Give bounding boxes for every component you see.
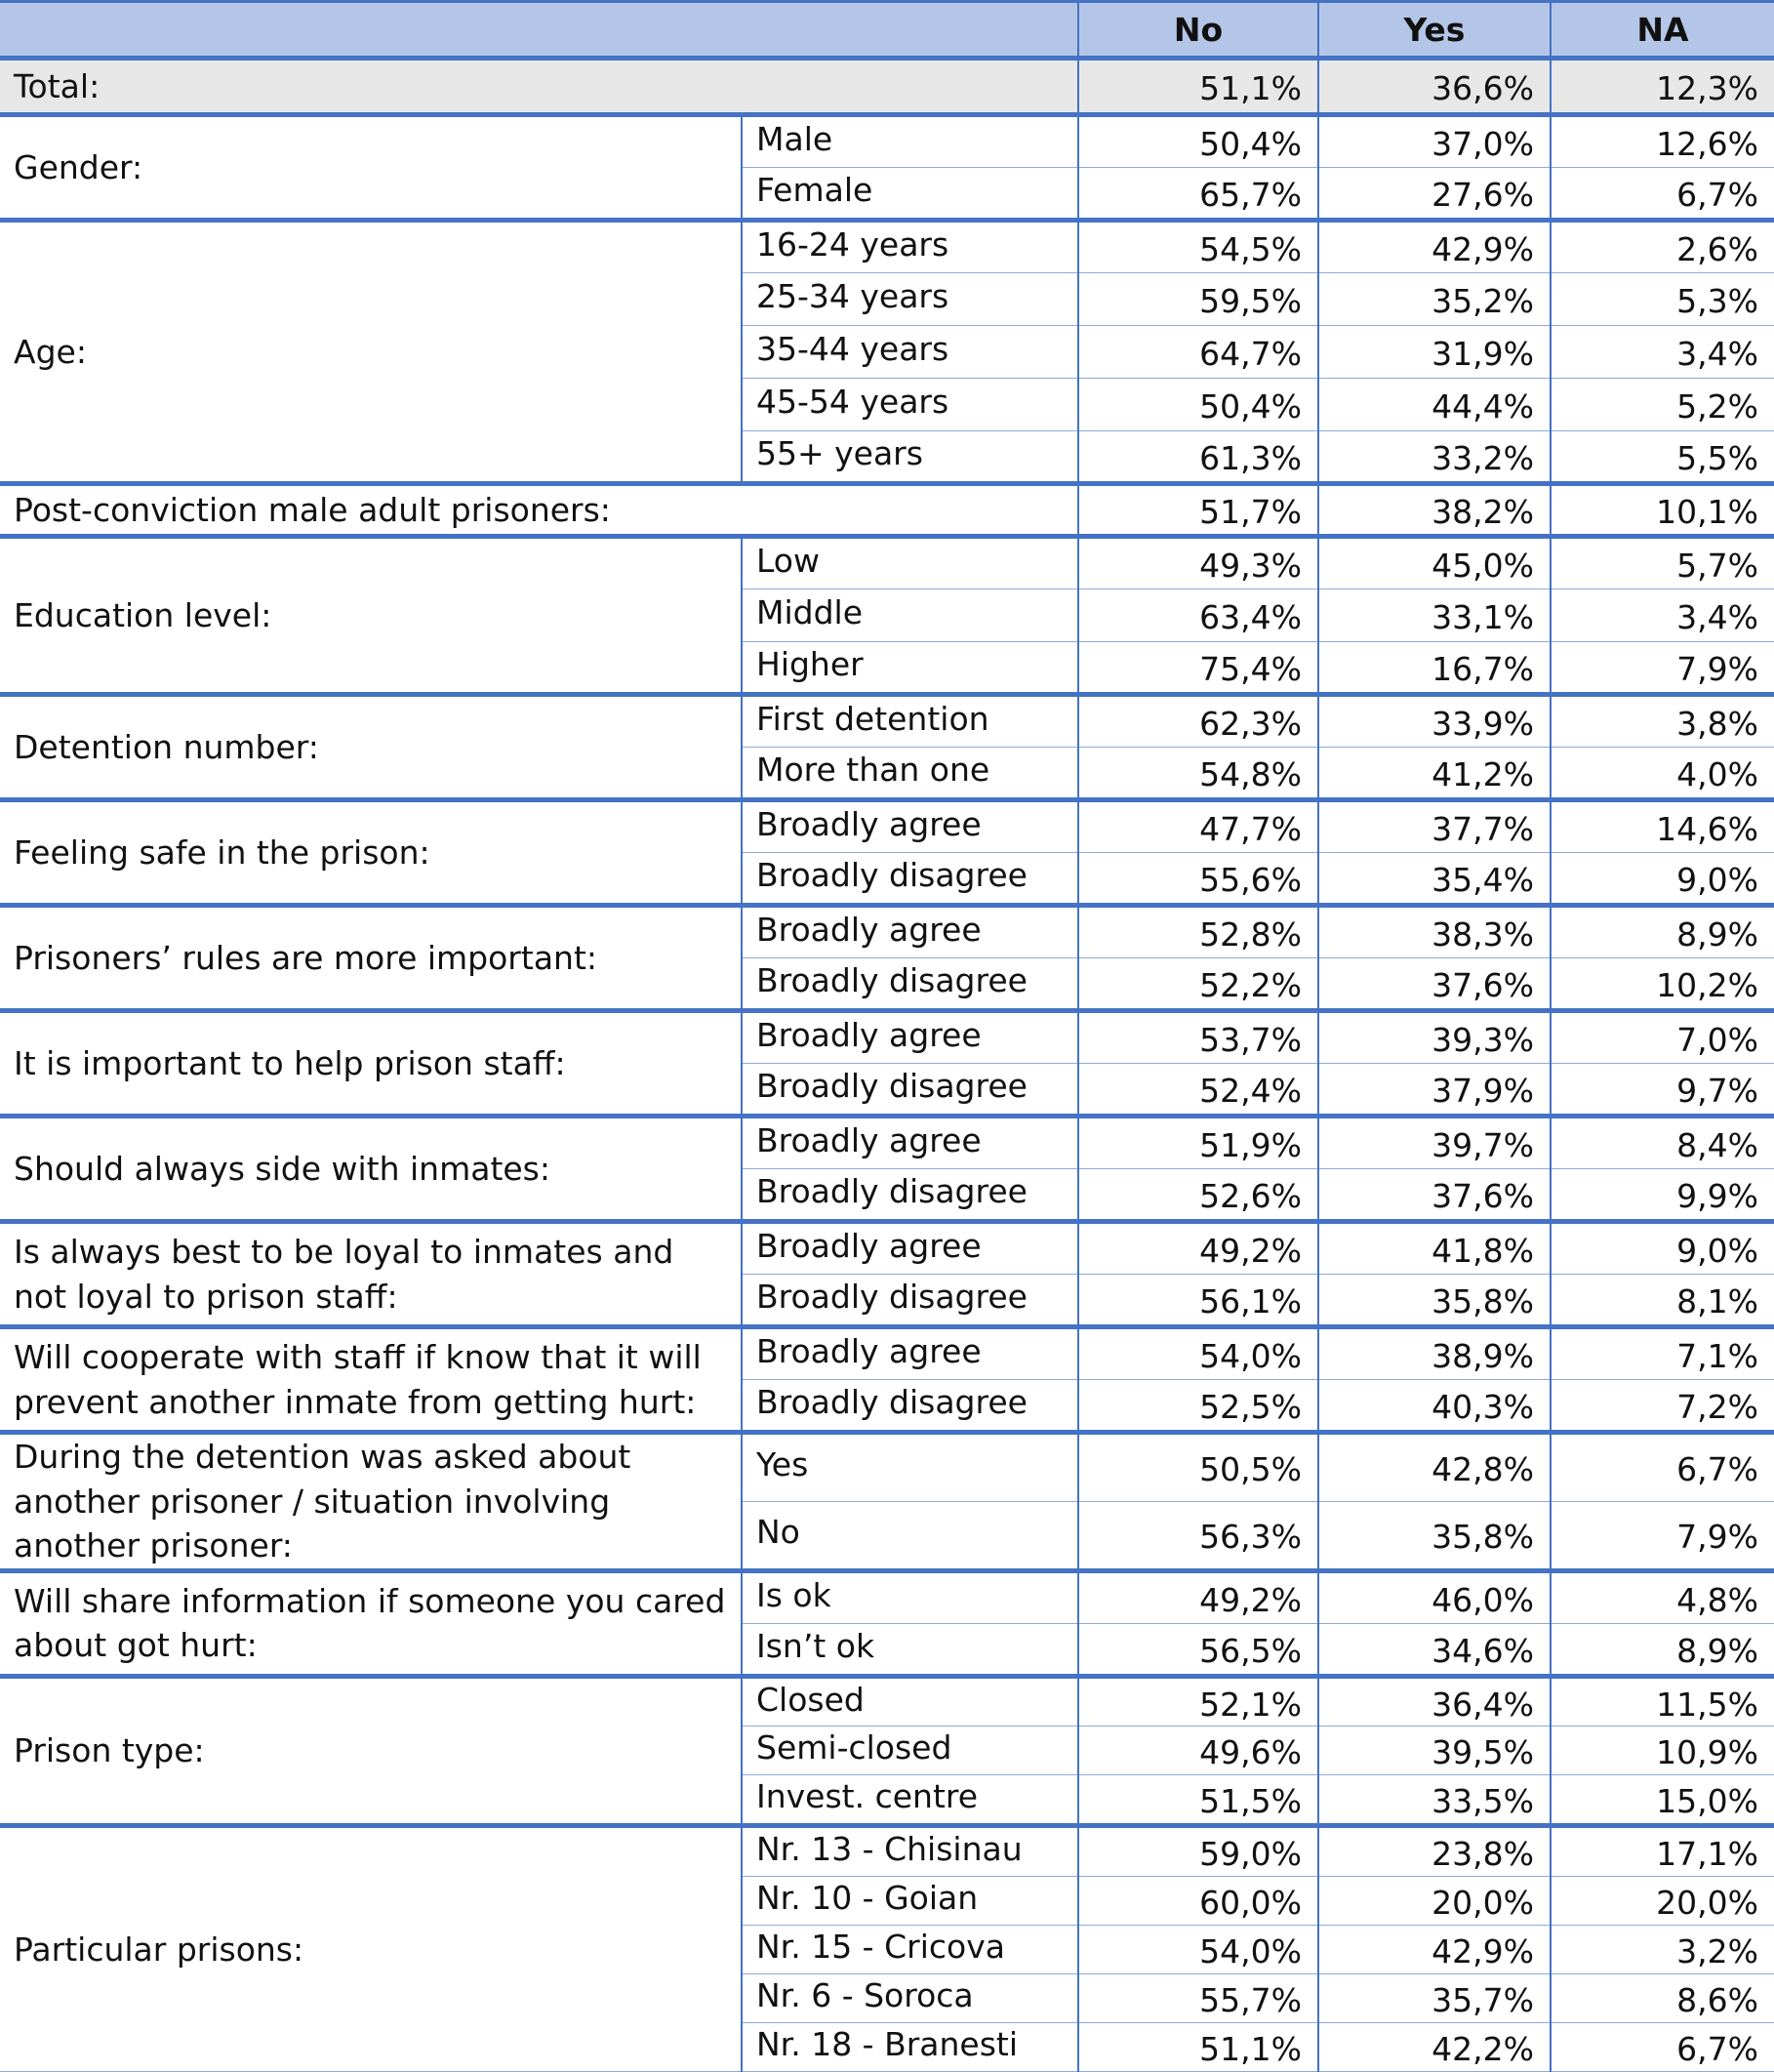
value-na: 8,6% — [1551, 1973, 1774, 2022]
value-yes: 46,0% — [1318, 1570, 1551, 1623]
group-label: Post-conviction male adult prisoners: — [0, 484, 1078, 537]
value-yes: 35,4% — [1318, 853, 1551, 906]
subgroup-label: Broadly agree — [742, 1011, 1078, 1064]
value-yes: 37,9% — [1318, 1064, 1551, 1117]
value-yes: 27,6% — [1318, 168, 1551, 221]
subgroup-label: Broadly disagree — [742, 958, 1078, 1011]
table-row — [0, 1433, 1774, 1502]
header-blank — [0, 2, 1078, 59]
header-na: NA — [1551, 2, 1774, 59]
table-row — [0, 484, 1774, 537]
value-yes: 37,0% — [1318, 115, 1551, 168]
value-no: 51,1% — [1078, 2022, 1318, 2071]
value-na: 7,9% — [1551, 642, 1774, 695]
subgroup-label: Broadly disagree — [742, 853, 1078, 906]
subgroup-label: Nr. 10 - Goian — [742, 1877, 1078, 1926]
table-row — [0, 1570, 1774, 1623]
group-label: Should always side with inmates: — [0, 1117, 742, 1222]
value-na: 2,6% — [1551, 221, 1774, 273]
total-no: 51,1% — [1078, 59, 1318, 115]
group-label: Is always best to be loyal to inmates and not loyal to prison staff: — [0, 1222, 742, 1327]
value-yes: 42,2% — [1318, 2022, 1551, 2071]
subgroup-label: Closed — [742, 1676, 1078, 1727]
subgroup-label: 25-34 years — [742, 273, 1078, 326]
table-row — [0, 800, 1774, 853]
subgroup-label: 55+ years — [742, 431, 1078, 484]
value-na: 4,8% — [1551, 1570, 1774, 1623]
value-na: 5,3% — [1551, 273, 1774, 326]
subgroup-label: Isn’t ok — [742, 1623, 1078, 1676]
value-no: 53,7% — [1078, 1011, 1318, 1064]
subgroup-label: Broadly agree — [742, 800, 1078, 853]
value-yes: 38,2% — [1318, 484, 1551, 537]
value-na: 7,2% — [1551, 1380, 1774, 1433]
value-no: 65,7% — [1078, 168, 1318, 221]
value-no: 52,2% — [1078, 958, 1318, 1011]
value-na: 20,0% — [1551, 1877, 1774, 1926]
value-no: 60,0% — [1078, 1877, 1318, 1926]
value-na: 17,1% — [1551, 1826, 1774, 1877]
value-yes: 45,0% — [1318, 537, 1551, 589]
value-na: 10,2% — [1551, 958, 1774, 1011]
subgroup-label: Nr. 18 - Branesti — [742, 2022, 1078, 2071]
table-row — [0, 1676, 1774, 1727]
group-label: Education level: — [0, 537, 742, 695]
value-yes: 37,6% — [1318, 958, 1551, 1011]
value-yes: 44,4% — [1318, 379, 1551, 431]
value-na: 7,1% — [1551, 1327, 1774, 1380]
value-na: 4,0% — [1551, 748, 1774, 800]
value-no: 52,6% — [1078, 1169, 1318, 1222]
value-no: 55,7% — [1078, 1973, 1318, 2022]
value-no: 52,8% — [1078, 906, 1318, 958]
group-label: Will cooperate with staff if know that it will prevent another inmate from getting hurt: — [0, 1327, 742, 1433]
value-yes: 35,8% — [1318, 1501, 1551, 1570]
value-no: 49,2% — [1078, 1570, 1318, 1623]
value-yes: 36,4% — [1318, 1676, 1551, 1727]
total-row — [0, 59, 1774, 115]
value-no: 52,4% — [1078, 1064, 1318, 1117]
value-na: 15,0% — [1551, 1775, 1774, 1826]
value-no: 56,3% — [1078, 1501, 1318, 1570]
subgroup-label: No — [742, 1501, 1078, 1570]
value-no: 54,5% — [1078, 221, 1318, 273]
value-na: 14,6% — [1551, 800, 1774, 853]
table-row — [0, 1327, 1774, 1380]
value-na: 3,2% — [1551, 1926, 1774, 1974]
value-na: 9,0% — [1551, 853, 1774, 906]
subgroup-label: Broadly disagree — [742, 1380, 1078, 1433]
value-no: 54,0% — [1078, 1327, 1318, 1380]
value-yes: 31,9% — [1318, 326, 1551, 379]
total-label: Total: — [0, 59, 1078, 115]
value-no: 49,6% — [1078, 1727, 1318, 1775]
table-row — [0, 695, 1774, 748]
group-label: During the detention was asked about another prisoner / situation involving another prisoner: — [0, 1433, 742, 1571]
subgroup-label: Higher — [742, 642, 1078, 695]
value-no: 64,7% — [1078, 326, 1318, 379]
value-yes: 33,2% — [1318, 431, 1551, 484]
subgroup-label: Broadly disagree — [742, 1169, 1078, 1222]
value-yes: 37,6% — [1318, 1169, 1551, 1222]
group-label: Prison type: — [0, 1676, 742, 1826]
group-label: Particular prisons: — [0, 1826, 742, 2071]
value-yes: 34,6% — [1318, 1623, 1551, 1676]
value-yes: 33,9% — [1318, 695, 1551, 748]
value-no: 52,1% — [1078, 1676, 1318, 1727]
subgroup-label: Broadly agree — [742, 1117, 1078, 1169]
subgroup-label: Broadly agree — [742, 1222, 1078, 1275]
subgroup-label: Semi-closed — [742, 1727, 1078, 1775]
value-na: 7,0% — [1551, 1011, 1774, 1064]
subgroup-label: Middle — [742, 589, 1078, 642]
value-yes: 35,2% — [1318, 273, 1551, 326]
value-no: 56,5% — [1078, 1623, 1318, 1676]
subgroup-label: Invest. centre — [742, 1775, 1078, 1826]
subgroup-label: Low — [742, 537, 1078, 589]
value-no: 56,1% — [1078, 1275, 1318, 1327]
subgroup-label: Nr. 15 - Cricova — [742, 1926, 1078, 1974]
subgroup-label: 45-54 years — [742, 379, 1078, 431]
value-na: 12,6% — [1551, 115, 1774, 168]
value-no: 50,5% — [1078, 1433, 1318, 1502]
value-yes: 39,7% — [1318, 1117, 1551, 1169]
total-na: 12,3% — [1551, 59, 1774, 115]
value-no: 62,3% — [1078, 695, 1318, 748]
group-label: Prisoners’ rules are more important: — [0, 906, 742, 1011]
value-no: 47,7% — [1078, 800, 1318, 853]
value-no: 51,7% — [1078, 484, 1318, 537]
group-label: Feeling safe in the prison: — [0, 800, 742, 906]
table-body — [0, 59, 1774, 2072]
value-yes: 23,8% — [1318, 1826, 1551, 1877]
value-na: 7,9% — [1551, 1501, 1774, 1570]
table-row — [0, 1011, 1774, 1064]
value-na: 11,5% — [1551, 1676, 1774, 1727]
value-no: 59,0% — [1078, 1826, 1318, 1877]
value-no: 52,5% — [1078, 1380, 1318, 1433]
value-na: 3,4% — [1551, 326, 1774, 379]
value-na: 8,9% — [1551, 906, 1774, 958]
subgroup-label: 16-24 years — [742, 221, 1078, 273]
table-row — [0, 1222, 1774, 1275]
header-yes: Yes — [1318, 2, 1551, 59]
table-row — [0, 1826, 1774, 1877]
subgroup-label: Male — [742, 115, 1078, 168]
header-no: No — [1078, 2, 1318, 59]
value-yes: 16,7% — [1318, 642, 1551, 695]
value-na: 9,0% — [1551, 1222, 1774, 1275]
value-no: 61,3% — [1078, 431, 1318, 484]
group-label: It is important to help prison staff: — [0, 1011, 742, 1117]
value-yes: 41,8% — [1318, 1222, 1551, 1275]
value-yes: 33,1% — [1318, 589, 1551, 642]
value-yes: 42,9% — [1318, 1926, 1551, 1974]
value-na: 6,7% — [1551, 2022, 1774, 2071]
value-no: 54,8% — [1078, 748, 1318, 800]
value-yes: 35,8% — [1318, 1275, 1551, 1327]
value-no: 63,4% — [1078, 589, 1318, 642]
table-row — [0, 115, 1774, 168]
value-na: 10,9% — [1551, 1727, 1774, 1775]
subgroup-label: Is ok — [742, 1570, 1078, 1623]
table-row — [0, 221, 1774, 273]
value-no: 51,5% — [1078, 1775, 1318, 1826]
value-no: 54,0% — [1078, 1926, 1318, 1974]
subgroup-label: 35-44 years — [742, 326, 1078, 379]
value-yes: 40,3% — [1318, 1380, 1551, 1433]
value-yes: 42,8% — [1318, 1433, 1551, 1502]
value-yes: 41,2% — [1318, 748, 1551, 800]
value-na: 3,4% — [1551, 589, 1774, 642]
value-na: 5,5% — [1551, 431, 1774, 484]
value-na: 8,1% — [1551, 1275, 1774, 1327]
group-label: Age: — [0, 221, 742, 484]
table-row — [0, 1117, 1774, 1169]
value-na: 10,1% — [1551, 484, 1774, 537]
value-no: 51,9% — [1078, 1117, 1318, 1169]
value-yes: 42,9% — [1318, 221, 1551, 273]
value-no: 75,4% — [1078, 642, 1318, 695]
value-na: 8,9% — [1551, 1623, 1774, 1676]
group-label: Detention number: — [0, 695, 742, 800]
table-row — [0, 537, 1774, 589]
value-no: 50,4% — [1078, 379, 1318, 431]
value-no: 55,6% — [1078, 853, 1318, 906]
value-na: 6,7% — [1551, 1433, 1774, 1502]
total-yes: 36,6% — [1318, 59, 1551, 115]
value-yes: 39,3% — [1318, 1011, 1551, 1064]
value-yes: 39,5% — [1318, 1727, 1551, 1775]
subgroup-label: First detention — [742, 695, 1078, 748]
value-na: 5,7% — [1551, 537, 1774, 589]
value-na: 9,9% — [1551, 1169, 1774, 1222]
subgroup-label: Broadly agree — [742, 1327, 1078, 1380]
subgroup-label: Yes — [742, 1433, 1078, 1502]
value-na: 5,2% — [1551, 379, 1774, 431]
value-no: 50,4% — [1078, 115, 1318, 168]
group-label: Gender: — [0, 115, 742, 221]
value-na: 3,8% — [1551, 695, 1774, 748]
value-yes: 38,3% — [1318, 906, 1551, 958]
value-yes: 38,9% — [1318, 1327, 1551, 1380]
value-na: 9,7% — [1551, 1064, 1774, 1117]
value-no: 49,2% — [1078, 1222, 1318, 1275]
value-no: 59,5% — [1078, 273, 1318, 326]
value-na: 8,4% — [1551, 1117, 1774, 1169]
header-row — [0, 2, 1774, 59]
subgroup-label: Broadly disagree — [742, 1275, 1078, 1327]
subgroup-label: More than one — [742, 748, 1078, 800]
subgroup-label: Broadly disagree — [742, 1064, 1078, 1117]
subgroup-label: Nr. 13 - Chisinau — [742, 1826, 1078, 1877]
value-yes: 33,5% — [1318, 1775, 1551, 1826]
value-yes: 37,7% — [1318, 800, 1551, 853]
value-na: 6,7% — [1551, 168, 1774, 221]
subgroup-label: Nr. 6 - Soroca — [742, 1973, 1078, 2022]
table-row — [0, 906, 1774, 958]
value-yes: 20,0% — [1318, 1877, 1551, 1926]
group-label: Will share information if someone you cared about got hurt: — [0, 1570, 742, 1676]
subgroup-label: Broadly agree — [742, 906, 1078, 958]
value-no: 49,3% — [1078, 537, 1318, 589]
value-yes: 35,7% — [1318, 1973, 1551, 2022]
subgroup-label: Female — [742, 168, 1078, 221]
